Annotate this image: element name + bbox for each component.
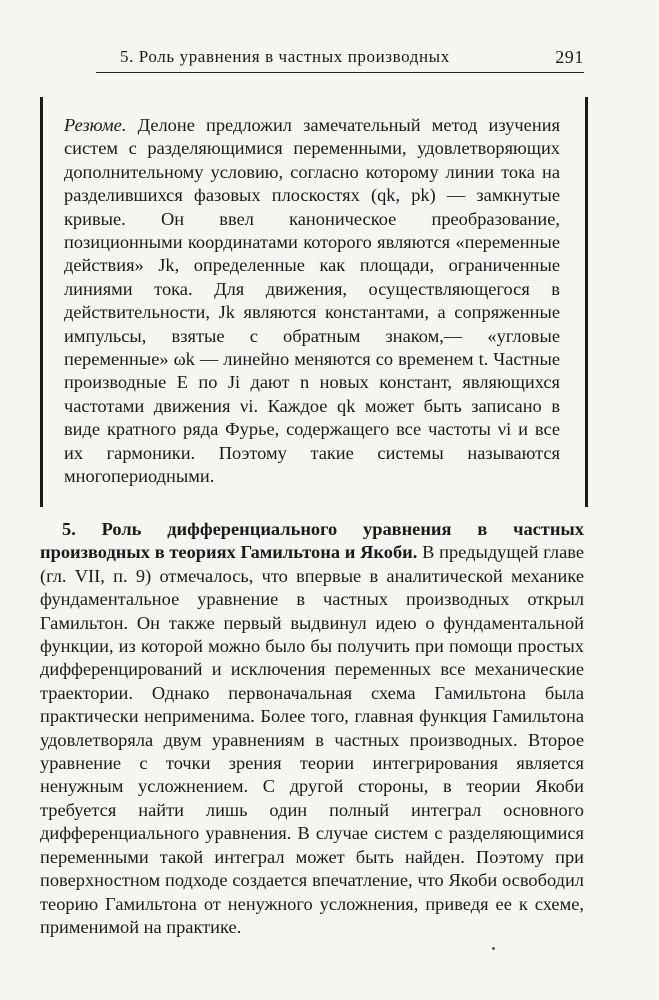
header-rule <box>96 72 584 73</box>
section-paragraph <box>40 518 584 939</box>
section-heading: 5. Роль дифференциального уравнения в частных производных в теориях Гамильтона и Якоби. <box>40 519 584 563</box>
page-number: 291 <box>555 47 584 67</box>
page-header <box>96 44 584 68</box>
section-body: В предыдущей главе (гл. VII, п. 9) отмечалось, что впервые в аналитической механике фундаментальное уравнение в частных производных открыл Гамильтон. Он также первый выдвинул идею о фундаментальной функции, из которой можно было бы получить при помощи простых дифференцирований и исключения переменных все механические траектории. Однако первоначальная схема Гамильтона была практически неприменима. Более того, главная функция Гамильтона удовлетворяла двум уравнениям в частных производных. Второе уравнение с точки зрения теории интегрирования является ненужным усложнением. С другой стороны, в теории Якоби требуется найти лишь один полный интеграл основного дифференциального уравнения. В случае систем с разделяющимися переменными такой интеграл может быть найден. Поэтому при поверхностном подходе создается впечатление, что Якоби освободил теорию Гамильтона от ненужного усложнения, приведя ее к схеме, применимой на практике. <box>40 542 584 937</box>
running-title: 5. Роль уравнения в частных производных <box>120 47 450 66</box>
summary-lead: Резюме. <box>64 115 127 135</box>
summary-paragraph <box>64 114 560 489</box>
summary-body: Делоне предложил замечательный метод изучения систем с разделяющимися переменными, удовлетворяющих дополнительному условию, согласно которому линии тока на разделившихся фазовых плоскостях (qk, pk) — замкнутые кривые. Он ввел каноническое преобразование, позиционными координатами которого являются «переменные действия» Jk, определенные как площади, ограниченные линиями тока. Для движения, осуществляющегося в действительности, Jk являются константами, а сопряженные импульсы, взятые с обратным знаком,— «угловые переменные» ωk — линейно меняются со временем t. Частные производные E по Ji дают n новых констант, являющихся частотами движения νi. Каждое qk может быть записано в виде кратного ряда Фурье, содержащего все частоты νi и все их гармоники. Поэтому такие системы называются многопериодными. <box>64 115 560 487</box>
stray-dot <box>492 947 495 950</box>
